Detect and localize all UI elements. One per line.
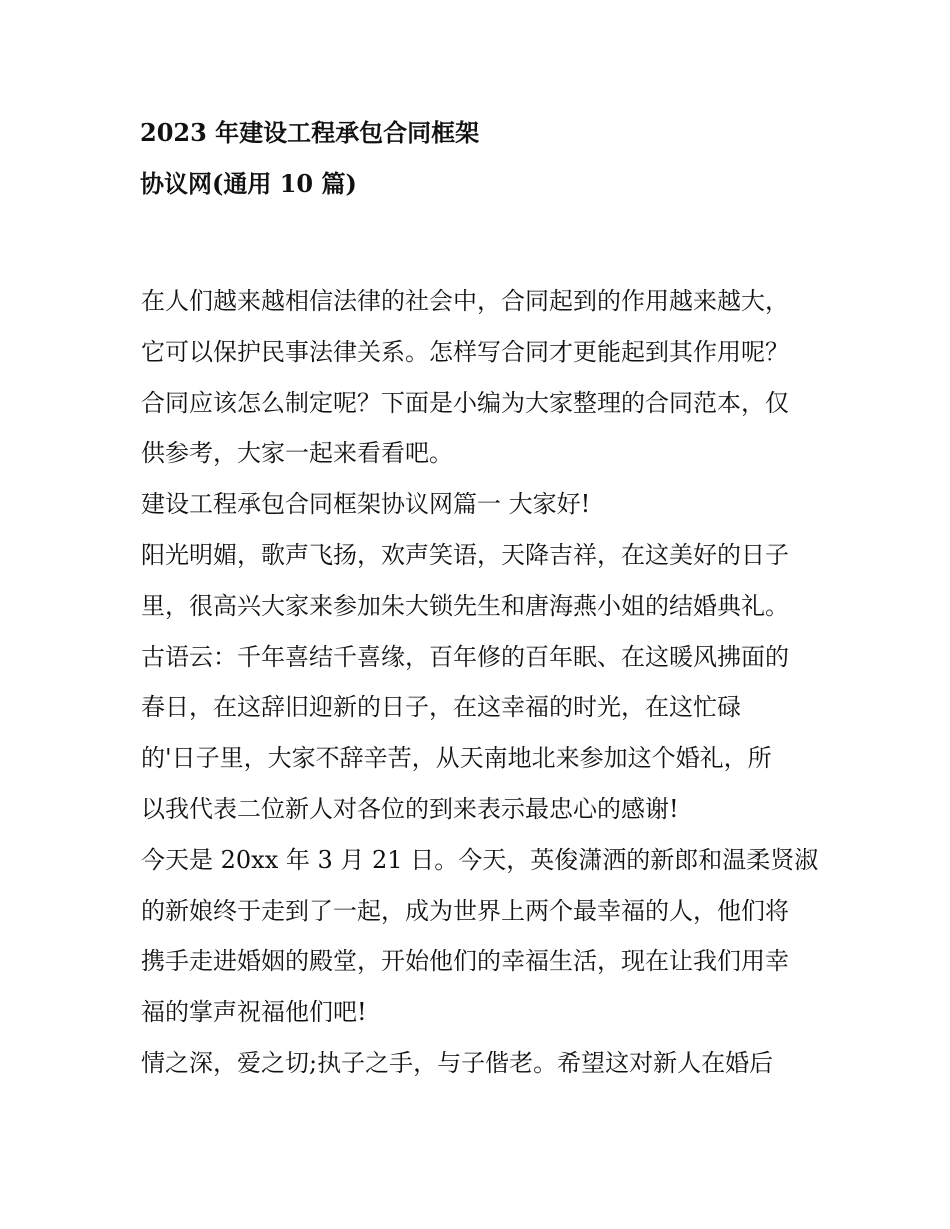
body-line: 古语云：千年喜结千喜缘，百年修的百年眠、在这暖风拂面的 [141, 642, 789, 671]
body-line: 携手走进婚姻的殿堂，开始他们的幸福生活，现在让我们用幸 [141, 947, 789, 976]
body-line: 情之深，爱之切;执子之手，与子偕老。希望这对新人在婚后 [141, 1048, 774, 1077]
body-line: 在人们越来越相信法律的社会中，合同起到的作用越来越大， [141, 287, 789, 315]
body-line: 建设工程承包合同框架协议网篇一 大家好! [141, 490, 591, 519]
title-line: 协议网(通用 10 篇) [140, 168, 357, 198]
body-line: 春日，在这辞旧迎新的日子，在这幸福的时光，在这忙碌 [141, 693, 741, 722]
body-line: 今天是 20xx 年 3 月 21 日。今天，英俊潇洒的新郎和温柔贤淑 [141, 845, 819, 874]
document-title [140, 108, 820, 210]
document-body [141, 276, 821, 1089]
body-line: 以我代表二位新人对各位的到来表示最忠心的感谢! [141, 794, 679, 823]
body-line: 的'日子里，大家不辞辛苦，从天南地北来参加这个婚礼，所 [141, 744, 772, 773]
body-line: 它可以保护民事法律关系。怎样写合同才更能起到其作用呢？ [141, 337, 789, 366]
body-line: 的新娘终于走到了一起，成为世界上两个最幸福的人，他们将 [141, 896, 789, 925]
body-line: 里，很高兴大家来参加朱大锁先生和唐海燕小姐的结婚典礼。 [141, 591, 789, 620]
body-line: 福的掌声祝福他们吧! [141, 998, 367, 1027]
body-line: 供参考，大家一起来看看吧。 [141, 439, 453, 468]
body-line: 合同应该怎么制定呢？下面是小编为大家整理的合同范本，仅 [141, 388, 789, 417]
body-line: 阳光明媚，歌声飞扬，欢声笑语，天降吉祥，在这美好的日子 [141, 540, 789, 569]
title-line: 2023 年建设工程承包合同框架 [140, 118, 480, 147]
